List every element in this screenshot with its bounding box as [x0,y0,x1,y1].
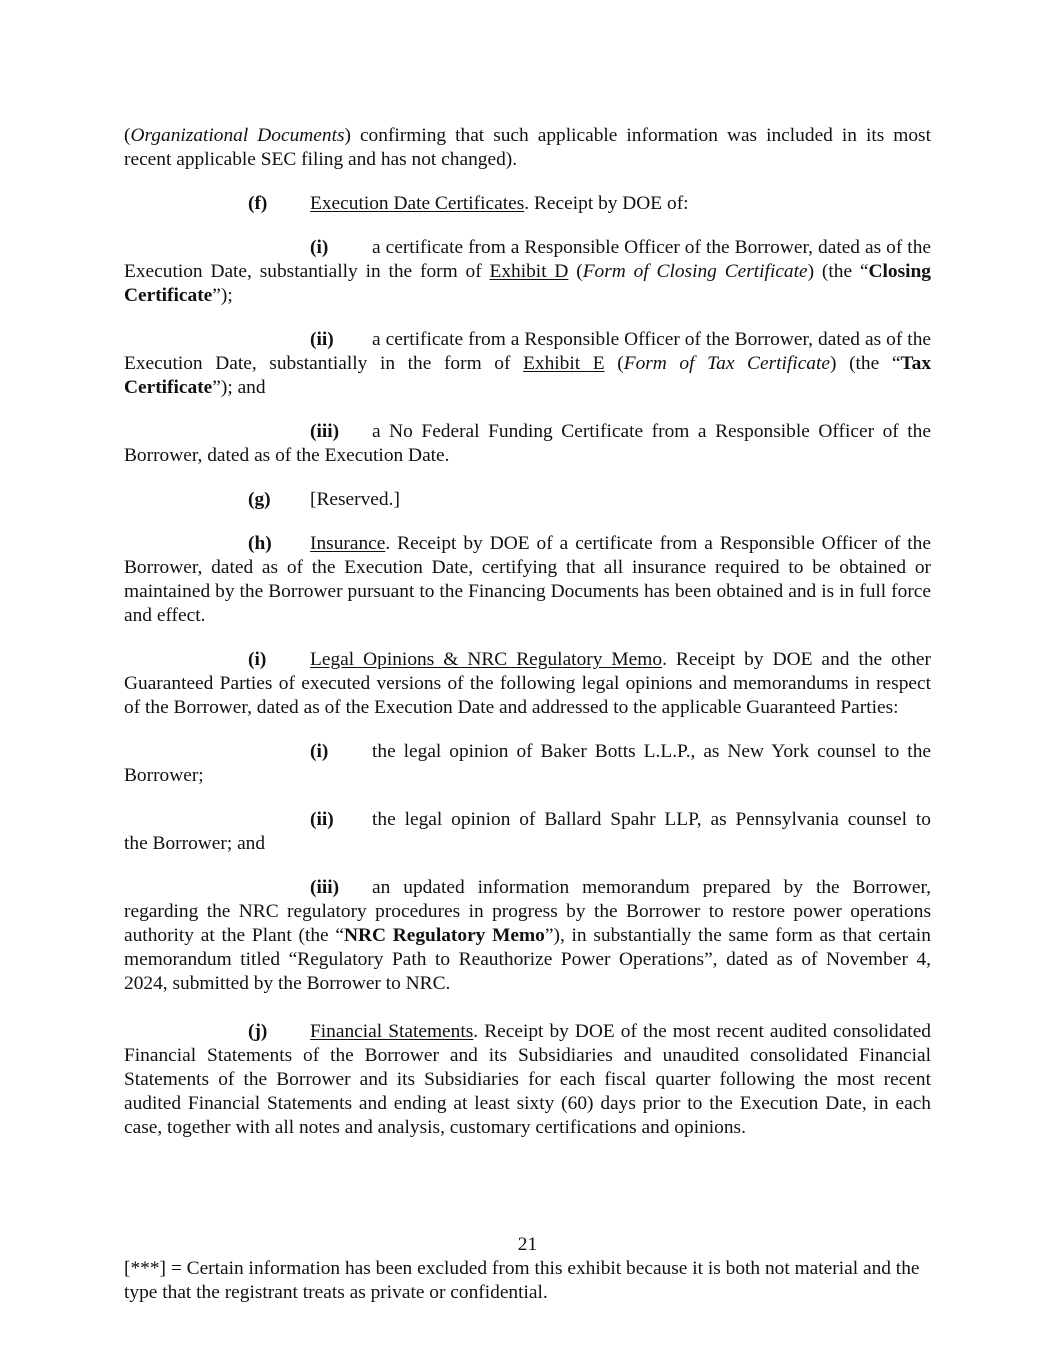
item-iii-label: (iii) [310,421,340,442]
section-i-label: (i) [248,649,267,670]
section-j-label: (j) [248,1021,268,1042]
section-j: (j) Financial Statements. Receipt by DOE of the most recent audited consolidated Financial Statements of the Borrower and its Subsidiaries and unaudited consolidated Financial Statements of the Borrower and its Subsidiaries for each fiscal quarter following the most recent audited Financial Statements and ending at least sixty (60) days prior to the Execution Date, in each case, together with all notes and analysis, customary certifications and opinions. [124,1021,932,1138]
section-i-item-i: (i) the legal opinion of Baker Botts L.L.P., as New York counsel to the Borrower; [124,741,931,786]
section-h-label: (h) [248,533,272,554]
document-page [124,124,931,1160]
section-g: (g) [Reserved.] [248,489,400,510]
nrc-regulatory-memo-term: NRC Regulatory Memo [344,925,545,946]
section-f-heading: Execution Date Certificates [310,193,525,214]
section-g-label: (g) [248,489,271,510]
organizational-documents-ref: Organizational Documents [130,125,345,146]
tax-certificate-term: Tax Certificate [124,353,932,398]
exhibit-e-link: Exhibit E [523,353,605,374]
section-i-item-iii: (iii) an updated information memorandum prepared by the Borrower, regarding the NRC regulatory procedures in progress by the Borrower to restore power operations authority at the Plant (the “NRC Regulatory Memo”), in substantially the same form as that certain memorandum titled “Regulatory Path to Reauthorize Power Operations”, dated as of November 4, 2024, submitted by the Borrower to NRC. [124,877,931,994]
section-f-item-i: (i) a certificate from a Responsible Officer of the Borrower, dated as of the Execution Date, substantially in the form of Exhibit D (Form of Closing Certificate) (the “Closing Certificate”); [124,237,931,306]
section-j-heading: Financial Statements [310,1021,474,1042]
item-ii-label: (ii) [310,329,334,350]
section-i-heading: Legal Opinions & NRC Regulatory Memo [310,649,663,670]
page-number: 21 [517,1234,538,1255]
section-f-item-iii: (iii) a No Federal Funding Certificate from a Responsible Officer of the Borrower, dated as of the Execution Date. [124,421,931,466]
closing-certificate-term: Closing Certificate [124,261,931,306]
section-f-item-ii: (ii) a certificate from a Responsible Officer of the Borrower, dated as of the Execution Date, substantially in the form of Exhibit E (Form of Tax Certificate) (the “Tax Certificate”); and [124,329,932,398]
item-i-label: (i) [310,237,329,258]
section-i: (i) Legal Opinions & NRC Regulatory Memo. Receipt by DOE and the other Guaranteed Parties of executed versions of the following legal opinions and memorandums in respect of the Borrower, dated as of the Execution Date and addressed to the applicable Guaranteed Parties: [124,649,931,718]
section-h-heading: Insurance [310,533,386,554]
section-f: (f) Execution Date Certificates. Receipt by DOE of: [248,193,689,214]
continued-paragraph: (Organizational Documents) confirming that such applicable information was included in its most recent applicable SEC filing and has not changed). [124,125,931,170]
section-f-label: (f) [248,193,268,214]
footnote: [***] = Certain information has been excluded from this exhibit because it is both not material and the type that the registrant treats as private or confidential. [124,1258,920,1303]
section-h: (h) Insurance. Receipt by DOE of a certificate from a Responsible Officer of the Borrower, dated as of the Execution Date, certifying that all insurance required to be obtained or maintained by the Borrower pursuant to the Financing Documents has been obtained and is in full force and effect. [124,533,931,626]
exhibit-d-link: Exhibit D [489,261,569,282]
section-i-item-ii: (ii) the legal opinion of Ballard Spahr LLP, as Pennsylvania counsel to the Borrower; and [124,809,931,854]
